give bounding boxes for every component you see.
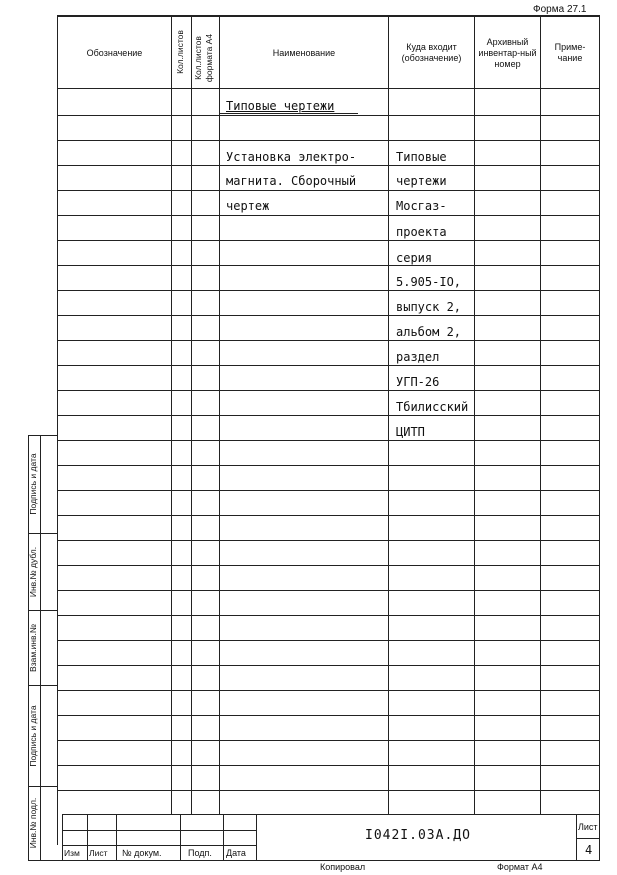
row-line — [57, 165, 600, 166]
row-line — [57, 765, 600, 766]
row-line — [57, 490, 600, 491]
footer-format: Формат А4 — [497, 862, 543, 872]
side-replace-inv: Взам.инв.№ — [28, 624, 38, 672]
header-sheets-a4: Кол.листов формата А4 — [193, 33, 214, 83]
row-line — [57, 190, 600, 191]
side-sign-date-1: Подпись и дата — [28, 453, 38, 515]
row-line — [57, 515, 600, 516]
where-line-11: Тбилисский — [396, 400, 469, 414]
row-line — [57, 365, 600, 366]
where-line-12: ЦИТП — [396, 425, 425, 439]
row-line — [57, 240, 600, 241]
where-line-2: чертежи — [396, 174, 447, 188]
name-line-4: чертеж — [226, 199, 270, 213]
side-orig-inv: Инв.№ подл. — [28, 797, 38, 849]
side-sign-date-2: Подпись и дата — [28, 705, 38, 767]
header-where-used: Куда входит (обозначение) — [401, 42, 462, 63]
title-underline — [220, 113, 358, 114]
name-line-3: магнита. Сборочный — [226, 174, 357, 188]
row-line — [57, 590, 600, 591]
where-line-7: выпуск 2, — [396, 300, 462, 314]
header-archive-no: Архивный инвентар-ный номер — [478, 36, 537, 69]
header-name: Наименование — [272, 47, 336, 58]
row-line — [57, 465, 600, 466]
row-line — [57, 690, 600, 691]
where-line-1: Типовые — [396, 150, 447, 164]
header-sheets-count: Кол.листов — [175, 30, 185, 74]
form-label: Форма 27.1 — [533, 4, 587, 15]
row-line — [57, 665, 600, 666]
row-line — [57, 315, 600, 316]
where-line-9: раздел — [396, 350, 440, 364]
row-line — [57, 140, 600, 141]
row-line — [57, 340, 600, 341]
document-code: I042I.03A.ДО — [365, 828, 471, 843]
row-line — [57, 740, 600, 741]
where-line-10: УГП-26 — [396, 375, 440, 389]
row-line — [57, 215, 600, 216]
where-line-6: 5.905-IO, — [396, 275, 462, 289]
stamp-sheet-number: 4 — [585, 843, 593, 857]
stamp-sheet-label: Лист — [578, 822, 598, 832]
row-line — [57, 565, 600, 566]
footer-copied: Копировал — [320, 862, 366, 872]
stamp-sheet: Лист — [89, 848, 108, 858]
row-line — [57, 640, 600, 641]
stamp-signature: Подп. — [188, 848, 212, 858]
stamp-change: Изм — [64, 848, 80, 858]
where-line-5: серия — [396, 251, 433, 265]
row-line — [57, 540, 600, 541]
row-line — [57, 440, 600, 441]
header-note: Приме-чание — [554, 42, 586, 63]
where-line-3: Мосгаз- — [396, 199, 447, 213]
row-line — [57, 415, 600, 416]
name-line-2: Установка электро- — [226, 150, 357, 164]
row-line — [57, 390, 600, 391]
where-line-4: проекта — [396, 225, 447, 239]
row-line — [57, 115, 600, 116]
where-line-8: альбом 2, — [396, 325, 462, 339]
header-designation: Обозначение — [86, 47, 143, 58]
name-line-1: Типовые чертежи — [226, 99, 335, 113]
stamp-doc-no: № докум. — [122, 848, 162, 858]
row-line — [57, 265, 600, 266]
row-line — [57, 715, 600, 716]
row-line — [57, 615, 600, 616]
row-line — [57, 290, 600, 291]
side-dup-inv: Инв.№ дубл. — [28, 546, 38, 598]
stamp-date: Дата — [226, 848, 246, 858]
row-line — [57, 790, 600, 791]
